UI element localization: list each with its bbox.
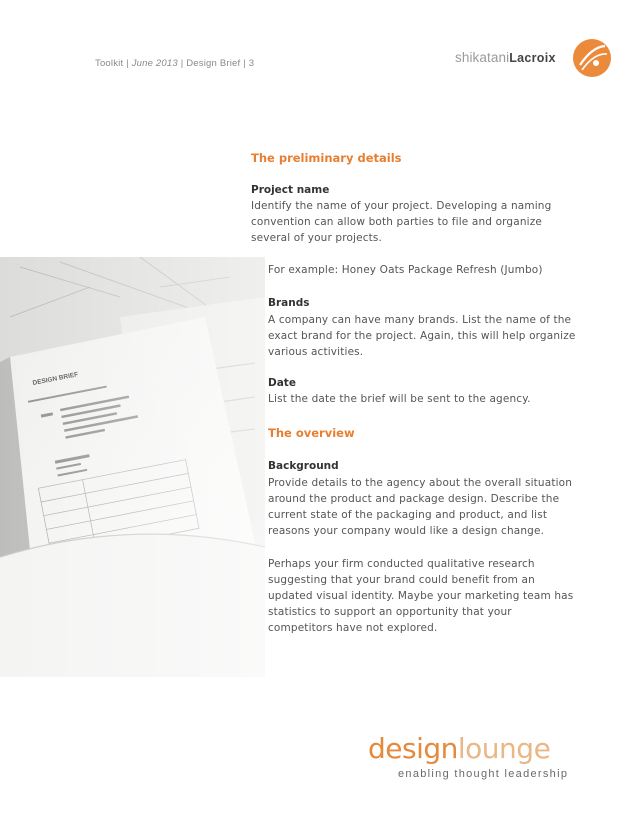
brands-heading: Brands <box>268 297 310 309</box>
running-header <box>95 58 254 69</box>
research-paragraph: Perhaps your firm conducted qualitative research suggesting that your brand could benefit from an updated visual identity. Maybe your marketing team has statistics to support an opportunity that your competitors have not explored. <box>268 558 574 634</box>
header-post: | Design Brief | 3 <box>177 58 255 69</box>
logo-mark-icon <box>572 38 612 78</box>
designlounge-tagline: enabling thought leadership <box>398 768 569 780</box>
background-heading: Background <box>268 460 339 472</box>
project-name-heading: Project name <box>251 184 330 196</box>
section-title-overview: The overview <box>268 426 355 440</box>
header-date: June 2013 <box>131 58 178 69</box>
project-name-text: Identify the name of your project. Developing a naming convention can allow both parties to file and organize several of your projects. <box>251 200 552 244</box>
logo-wordmark: shikataniLacroix <box>455 50 556 65</box>
header-pre: Toolkit | <box>95 58 132 69</box>
background-text: Provide details to the agency about the overall situation around the product and package design. Describe the current state of the packaging and product, and list reasons your company would like a design change. <box>268 477 573 537</box>
designlounge-logo <box>368 734 608 784</box>
date-heading: Date <box>268 377 296 389</box>
project-name-example: For example: Honey Oats Package Refresh (Jumbo) <box>268 264 543 276</box>
design-brief-papers-photo <box>0 257 265 677</box>
designlounge-wordmark: designlounge <box>368 732 551 765</box>
shikatani-lacroix-logo <box>455 37 613 77</box>
section-title-preliminary: The preliminary details <box>251 151 402 165</box>
date-text: List the date the brief will be sent to the agency. <box>268 393 531 405</box>
brands-text: A company can have many brands. List the name of the exact brand for the project. Again, this will help organize various activities. <box>268 314 576 358</box>
